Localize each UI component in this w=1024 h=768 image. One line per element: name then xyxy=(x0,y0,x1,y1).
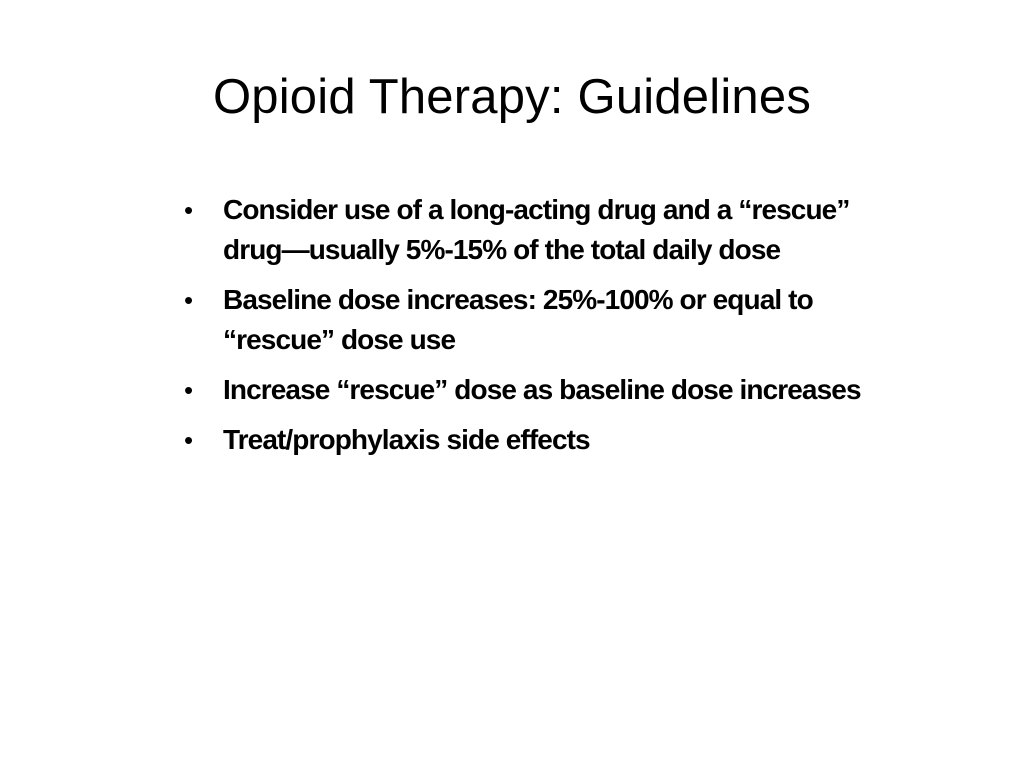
bullet-text: Increase “rescue” dose as baseline dose increases xyxy=(223,374,861,405)
bullet-dot-icon: • xyxy=(184,425,193,455)
bullet-dot-icon: • xyxy=(184,375,193,405)
bullet-text: Treat/prophylaxis side effects xyxy=(223,424,590,455)
bullet-dot-icon: • xyxy=(184,195,193,225)
bullet-item xyxy=(184,370,864,410)
bullet-list xyxy=(184,190,864,470)
bullet-dot-icon: • xyxy=(184,285,193,315)
bullet-item xyxy=(184,420,864,460)
slide-title: Opioid Therapy: Guidelines xyxy=(212,70,812,124)
bullet-item xyxy=(184,280,864,360)
bullet-item xyxy=(184,190,864,270)
bullet-text: Baseline dose increases: 25%-100% or equal to “rescue” dose use xyxy=(223,284,813,355)
bullet-text: Consider use of a long-acting drug and a “rescue” drug—usually 5%-15% of the total daily dose xyxy=(223,194,850,265)
